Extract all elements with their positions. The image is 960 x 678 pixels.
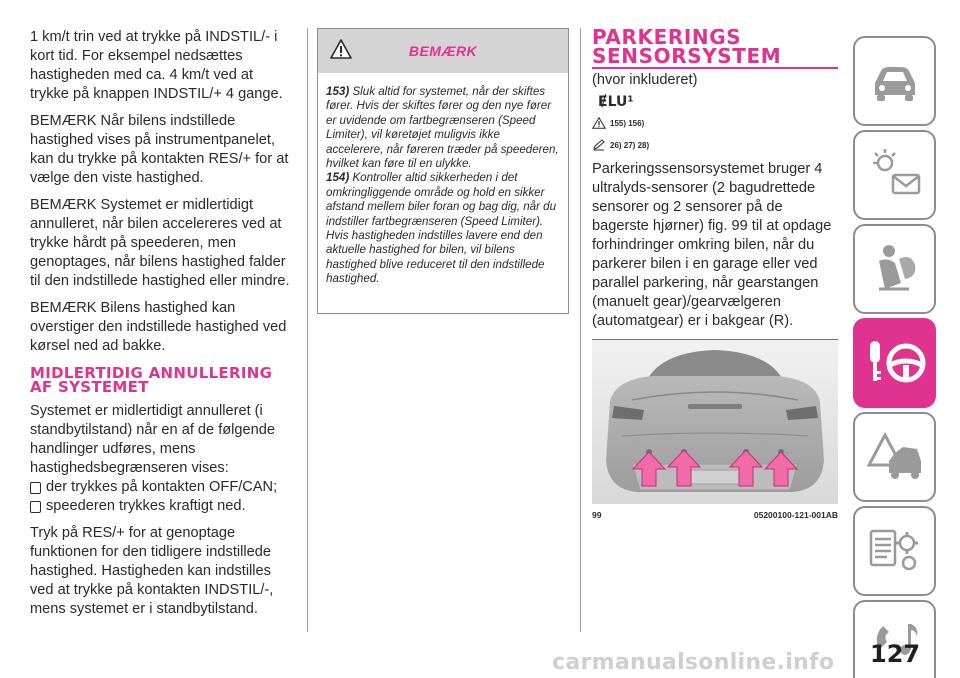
paragraph: Tryk på RES/+ for at genoptage funktionen for den tidligere indstillede hastighed. Hastigheden kan indstilles ved at trykke på kontakten INDSTIL/-, mens systemet er i standbytilstand.	[30, 525, 274, 617]
airbag-seat-icon	[865, 239, 925, 299]
pencil-note-icon	[592, 139, 606, 151]
note-header	[318, 29, 568, 73]
paragraph: BEMÆRK Når bilens indstillede hastighed vises på instrumentpanelet, kan du trykke på kontakten RES/+ for at vælge den viste hastighed.	[30, 113, 289, 186]
note-item	[326, 171, 560, 286]
note-item	[326, 85, 560, 171]
warning-triangle-icon	[592, 117, 606, 129]
market-badge: ɆLU¹	[598, 94, 634, 110]
note-number: 154)	[326, 171, 350, 185]
warning-lights-icon	[865, 145, 925, 205]
list-item	[30, 478, 292, 497]
column-divider	[580, 28, 581, 632]
list-item	[30, 497, 292, 516]
subtitle: (hvor inkluderet)	[592, 72, 698, 88]
breakdown-triangle-icon	[865, 427, 925, 487]
list-item-text: der trykkes på kontakten OFF/CAN;	[46, 479, 278, 495]
column-middle	[317, 28, 567, 314]
car-rear-image	[592, 340, 838, 504]
figure-caption	[592, 510, 838, 520]
column-left	[30, 28, 292, 627]
tab-starting-driving[interactable]	[853, 318, 936, 408]
paragraph: BEMÆRK Systemet er midlertidigt annulleret, når bilen accelereres ved at trykke hårdt på speederen, men genoptages, når bilens hastighed falder til den indstillede hastighed eller mindre.	[30, 197, 290, 289]
paragraph: Parkeringssensorsystemet bruger 4 ultralyds-sensorer (2 bagudrettede sensorer og 2 sensorer på de bagerste hjørner) fig. 99 til at opdage forhindringer omkring bilen, når du parkerer bilen i en garage eller ved parallel parkering, når gearstangen (manuelt gear)/gearvælgeren (automatgear) er i bakgear (R).	[592, 161, 832, 329]
figure-number: 99	[592, 510, 602, 520]
note-title: BEMÆRK	[408, 43, 478, 59]
list-item-text: speederen trykkes kraftigt ned.	[46, 498, 246, 514]
column-right	[592, 25, 842, 340]
tab-maintenance[interactable]	[853, 506, 936, 596]
reference-text: 155) 156)	[610, 118, 645, 128]
note-body	[318, 73, 568, 287]
maintenance-gears-icon	[865, 521, 925, 581]
watermark: carmanualsonline.info	[552, 650, 835, 675]
title-line: SENSORSYSTEM	[592, 44, 782, 68]
key-steering-wheel-icon	[862, 335, 928, 391]
note-reference	[592, 136, 842, 154]
bullet-icon	[30, 501, 41, 513]
car-dashboard-icon	[867, 53, 923, 109]
warning-note-box	[317, 28, 569, 314]
column-divider	[307, 28, 308, 632]
reference-text: 26) 27) 28)	[610, 140, 650, 150]
parking-sensors-figure	[592, 340, 838, 504]
tab-dashboard[interactable]	[853, 36, 936, 126]
paragraph: BEMÆRK Bilens hastighed kan overstiger den indstillede hastighed ved kørsel ned ad bakke.	[30, 300, 287, 354]
page-title	[592, 25, 842, 68]
note-text: Kontroller altid sikkerheden i det omkringliggende område og hold en sikker afstand mellem biler foran og bag dig, når du indstiller fartbegrænseren (Speed Limiter). Hvis hastigheden indstilles lavere end den aktuelle hastighed for bilen, vil bilens hastighed blive reduceret til den indstillede hastighed.	[326, 171, 557, 286]
title-line: PARKERINGS	[592, 25, 742, 49]
tab-emergency[interactable]	[853, 412, 936, 502]
note-text: Sluk altid for systemet, når der skiftes fører. Hvis der skiftes fører og den nye fører er uvidende om fartbegrænseren (Speed Limiter), vil køretøjet muligvis ikke accelerere, når føreren træder på speederen, hvilket kan føre til en ulykke.	[326, 85, 559, 171]
figure-code: 05200100-121-001AB	[753, 510, 838, 520]
tab-warning-lights[interactable]	[853, 130, 936, 220]
page-number: 127	[870, 640, 921, 668]
section-heading: MIDLERTIDIG ANNULLERING AF SYSTEMET	[30, 364, 273, 396]
tab-safety[interactable]	[853, 224, 936, 314]
paragraph: Systemet er midlertidigt annulleret (i standbytilstand) når en af de følgende handlinger udføres, mens hastighedsbegrænseren vises:	[30, 403, 276, 476]
warning-reference	[592, 114, 842, 132]
paragraph: 1 km/t trin ved at trykke på INDSTIL/- i kort tid. For eksempel nedsættes hastigheden med ca. 4 km/t ved at trykke på knappen INDSTIL/+ 4 gange.	[30, 29, 283, 102]
note-number: 153)	[326, 85, 350, 98]
bullet-icon	[30, 482, 41, 494]
